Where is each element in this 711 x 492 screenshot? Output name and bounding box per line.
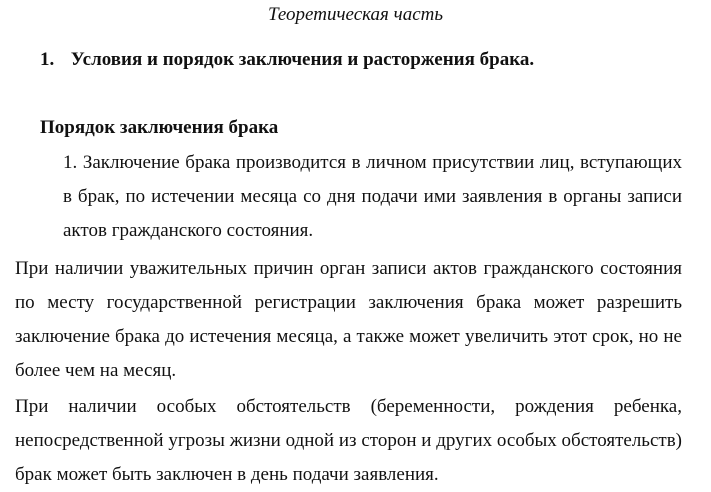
paragraph-1 [15, 146, 682, 248]
section-number: 1. [40, 49, 55, 70]
document-subtitle: Теоретическая часть [267, 4, 443, 25]
section-title: Условия и порядок заключения и расторжения брака. [70, 49, 535, 70]
paragraph-text: При наличии особых обстоятельств (беременности, рождения ребенка, непосредственной угрозы жизни одной из сторон и других особых обстоятельств) брак может быть заключен в день подачи заявления. [15, 396, 682, 485]
section-heading [40, 49, 534, 71]
subsection-heading: Порядок заключения брака [40, 117, 279, 138]
paragraph-text: 1. Заключение брака производится в личном присутствии лиц, вступающих в брак, по истечении месяца со дня подачи ими заявления в органы записи актов гражданского состояния. [63, 152, 682, 241]
paragraph-3 [15, 390, 682, 492]
paragraph-2 [15, 252, 682, 388]
paragraph-text: При наличии уважительных причин орган записи актов гражданского состояния по месту государственной регистрации заключения брака может разрешить заключение брака до истечения месяца, а также может увеличить этот срок, но не более чем на месяц. [15, 258, 682, 381]
